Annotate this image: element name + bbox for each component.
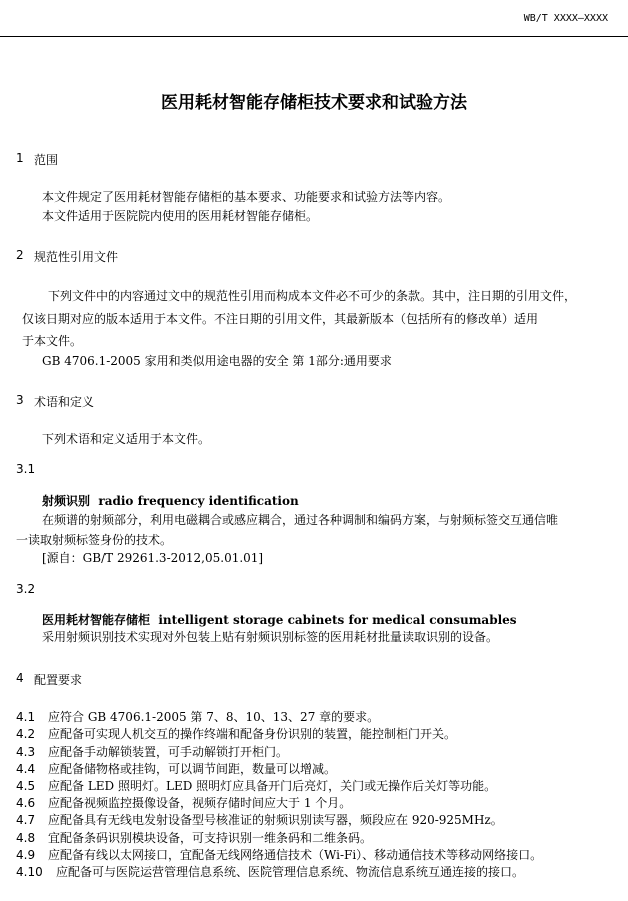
item-text: 应配备可实现人机交互的操作终端和配备身份识别的装置，能控制柜门开关。 (48, 727, 457, 741)
section-1-title: 范围 (34, 153, 59, 167)
term-3-2-number: 3.2 (16, 582, 36, 596)
term-3-1-source: [源自：GB/T 29261.3-2012,05.01.01] (42, 551, 264, 565)
term-3-2-chinese: 医用耗材智能存储柜 (42, 613, 151, 627)
term-3-1-definition: 在频谱的射频部分，利用电磁耦合或感应耦合，通过各种调制和编码方案，与射频标签交互通信唯 (42, 513, 559, 527)
item-text: 应配备具有无线电发射设备型号核准证的射频识别读写器，频段应在 920-925MHz。 (48, 813, 503, 827)
item-number: 4.5 (16, 779, 36, 793)
term-3-1-chinese: 射频识别 (42, 494, 91, 508)
item-text: 应配备 LED 照明灯。LED 照明灯应具备开门后亮灯，关门或无操作后关灯等功能。 (48, 779, 497, 793)
document-title: 医用耗材智能存储柜技术要求和试验方法 (161, 93, 467, 113)
item-number: 4.6 (16, 796, 36, 810)
item-text: 应配备有线以太网接口，宜配备无线网络通信技术（Wi-Fi）、移动通信技术等移动网络接口。 (48, 848, 543, 862)
item-number: 4.7 (16, 813, 36, 827)
term-3-1-definition: 一读取射频标签身份的技术。 (16, 533, 173, 547)
item-number: 4.4 (16, 762, 36, 776)
item-text: 应符合 GB 4706.1-2005 第 7、8、10、13、27 章的要求。 (48, 710, 380, 724)
term-3-1-english: radio frequency identification (98, 494, 299, 508)
term-3-1-heading (42, 492, 299, 509)
term-3-2-heading (42, 611, 517, 628)
term-3-2-english: intelligent storage cabinets for medical consumables (158, 613, 517, 627)
section-1-paragraph: 本文件适用于医院院内使用的医用耗材智能存储柜。 (42, 209, 319, 223)
term-3-2-definition: 采用射频识别技术实现对外包装上贴有射频识别标签的医用耗材批量读取识别的设备。 (42, 630, 499, 644)
section-2-line: 下列文件中的内容通过文中的规范性引用而构成本文件必不可少的条款。其中，注日期的引用文件， (48, 289, 577, 303)
standard-code: WB/T XXXX—XXXX (523, 13, 608, 24)
item-number: 4.3 (16, 745, 36, 759)
section-3-number: 3 (16, 393, 24, 407)
section-4-number: 4 (16, 671, 24, 685)
section-2-line: 于本文件。 (22, 334, 83, 348)
item-number: 4.10 (16, 865, 43, 879)
item-number: 4.9 (16, 848, 36, 862)
item-number: 4.8 (16, 831, 36, 845)
item-text: 宜配备条码识别模块设备，可支持识别一维条码和二维条码。 (48, 831, 373, 845)
section-2-number: 2 (16, 248, 24, 262)
item-text: 应配备视频监控摄像设备，视频存储时间应大于 1 个月。 (48, 796, 352, 810)
item-text: 应配备手动解锁装置，可手动解锁打开柜门。 (48, 745, 289, 759)
section-3-intro: 下列术语和定义适用于本文件。 (42, 432, 211, 446)
item-text: 应配备可与医院运营管理信息系统、医院管理信息系统、物流信息系统互通连接的接口。 (56, 865, 525, 879)
section-1-number: 1 (16, 151, 24, 165)
section-2-title: 规范性引用文件 (34, 250, 119, 264)
section-3-title: 术语和定义 (34, 395, 95, 409)
term-3-1-number: 3.1 (16, 462, 36, 476)
item-number: 4.1 (16, 710, 36, 724)
item-number: 4.2 (16, 727, 36, 741)
section-4-title: 配置要求 (34, 673, 83, 687)
item-text: 应配备储物格或挂钩，可以调节间距，数量可以增减。 (48, 762, 337, 776)
header-rule (0, 36, 628, 37)
section-1-paragraph: 本文件规定了医用耗材智能存储柜的基本要求、功能要求和试验方法等内容。 (42, 190, 451, 204)
normative-reference: GB 4706.1-2005 家用和类似用途电器的安全 第 1部分:通用要求 (42, 354, 392, 368)
section-2-line: 仅该日期对应的版本适用于本文件。不注日期的引用文件，其最新版本（包括所有的修改单）适用 (22, 312, 539, 326)
